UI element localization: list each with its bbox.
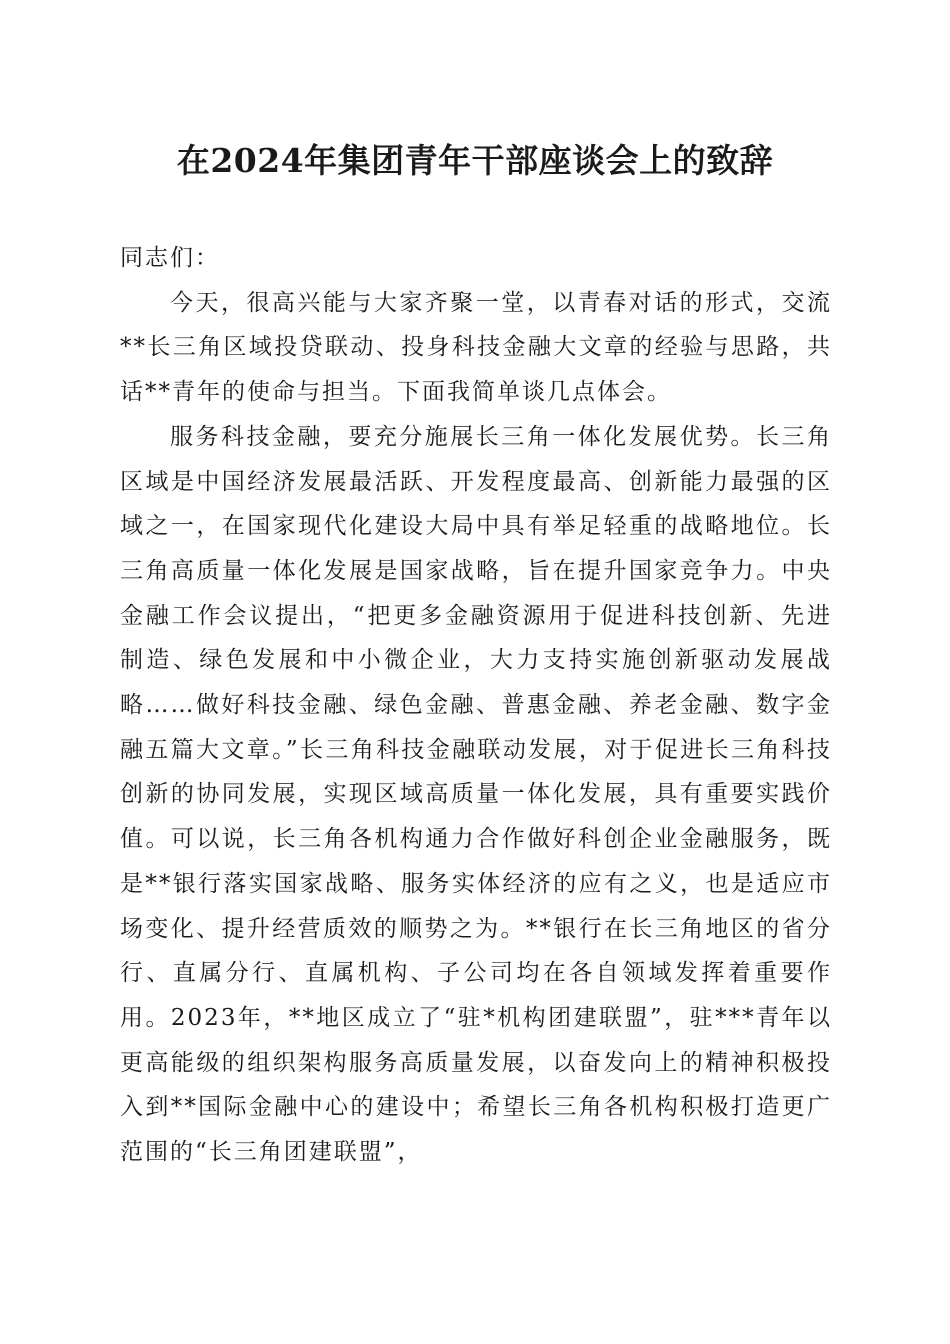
document-body bbox=[120, 236, 832, 1175]
document-title: 在2024年集团青年干部座谈会上的致辞 bbox=[176, 141, 774, 180]
paragraph-tech-finance: 服务科技金融，要充分施展长三角一体化发展优势。长三角区域是中国经济发展最活跃、开发程度最高、创新能力最强的区域之一，在国家现代化建设大局中具有举足轻重的战略地位。长三角高质量一体化发展是国家战略，旨在提升国家竞争力。中央金融工作会议提出，“把更多金融资源用于促进科技创新、先进制造、绿色发展和中小微企业，大力支持实施创新驱动发展战略……做好科技金融、绿色金融、普惠金融、养老金融、数字金融五篇大文章。”长三角科技金融联动发展，对于促进长三角科技创新的协同发展，实现区域高质量一体化发展，具有重要实践价值。可以说，长三角各机构通力合作做好科创企业金融服务，既是**银行落实国家战略、服务实体经济的应有之义，也是适应市场变化、提升经营质效的顺势之为。**银行在长三角地区的省分行、直属分行、直属机构、子公司均在各自领域发挥着重要作用。2023年，**地区成立了“驻*机构团建联盟”，驻***青年以更高能级的组织架构服务高质量发展，以奋发向上的精神积极投入到**国际金融中心的建设中；希望长三角各机构积极打造更广范围的“长三角团建联盟”， bbox=[120, 423, 832, 1166]
paragraph-opening: 今天，很高兴能与大家齐聚一堂，以青春对话的形式，交流**长三角区域投贷联动、投身科技金融大文章的经验与思路，共话**青年的使命与担当。下面我简单谈几点体会。 bbox=[120, 289, 832, 406]
salutation: 同志们： bbox=[120, 245, 220, 271]
